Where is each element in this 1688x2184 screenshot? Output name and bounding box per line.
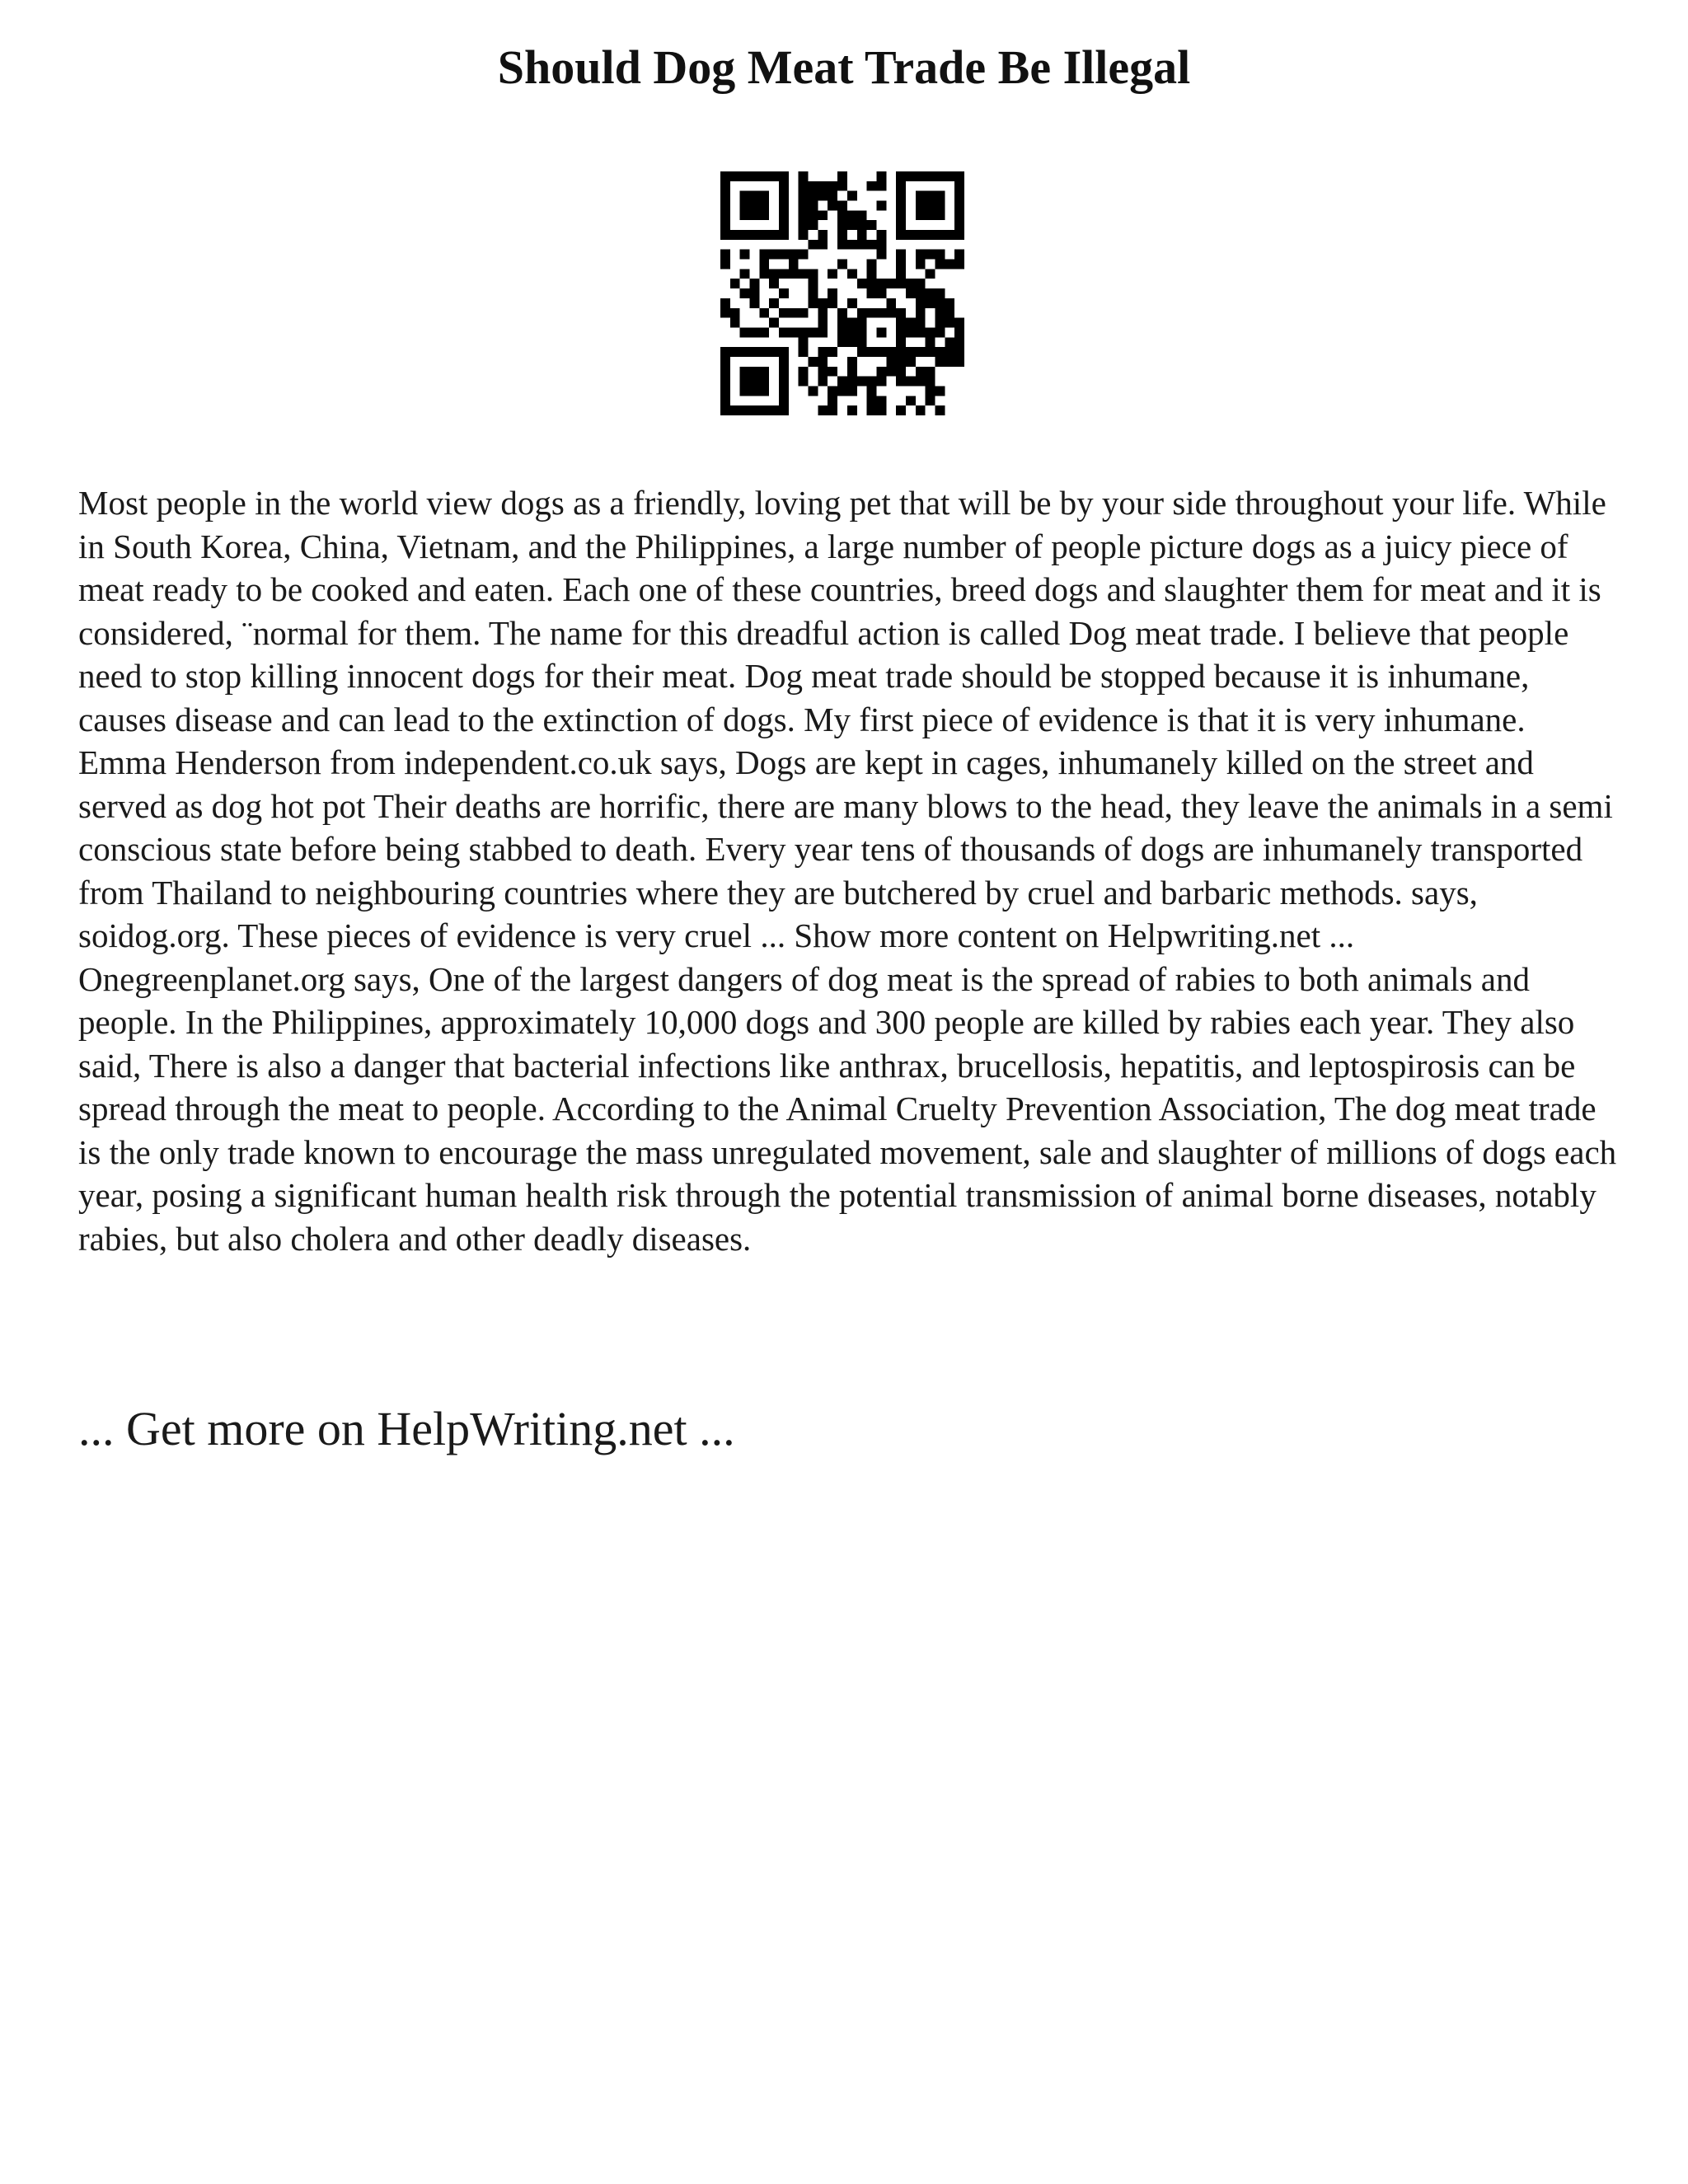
qr-code-icon <box>720 171 964 415</box>
essay-body: Most people in the world view dogs as a friendly, loving pet that will be by your side throughout your life. While in South Korea, China, Vietnam, and the Philippines, a large number of people picture dogs as a juicy piece of meat ready to be cooked and eaten. Each one of these countries, breed dogs and slaughter them for meat and it is considered, ¨normal for them. The name for this dreadful action is called Dog meat trade. I believe that people need to stop killing innocent dogs for their meat. Dog meat trade should be stopped because it is inhumane, causes disease and can lead to the extinction of dogs. My first piece of evidence is that it is very inhumane. Emma Henderson from independent.co.uk says, Dogs are kept in cages, inhumanely killed on the street and served as dog hot pot Their deaths are horrific, there are many blows to the head, they leave the animals in a semi conscious state before being stabbed to death. Every year tens of thousands of dogs are inhumanely transported from Thailand to neighbouring countries where they are butchered by cruel and barbaric methods. says, soidog.org. These pieces of evidence is very cruel ... Show more content on Helpwriting.net ... Onegreenplanet.org says, One of the largest dangers of dog meat is the spread of rabies to both animals and people. In the Philippines, approximately 10,000 dogs and 300 people are killed by rabies each year. They also said, There is also a danger that bacterial infections like anthrax, brucellosis, hepatitis, and leptospirosis can be spread through the meat to people. According to the Animal Cruelty Prevention Association, The dog meat trade is the only trade known to encourage the mass unregulated movement, sale and slaughter of millions of dogs each year, posing a significant human health risk through the potential transmission of animal borne diseases, notably rabies, but also cholera and other deadly diseases. <box>78 484 1617 1258</box>
get-more-link[interactable]: ... Get more on HelpWriting.net ... <box>78 1402 735 1455</box>
document-title: Should Dog Meat Trade Be Illegal <box>497 40 1191 94</box>
